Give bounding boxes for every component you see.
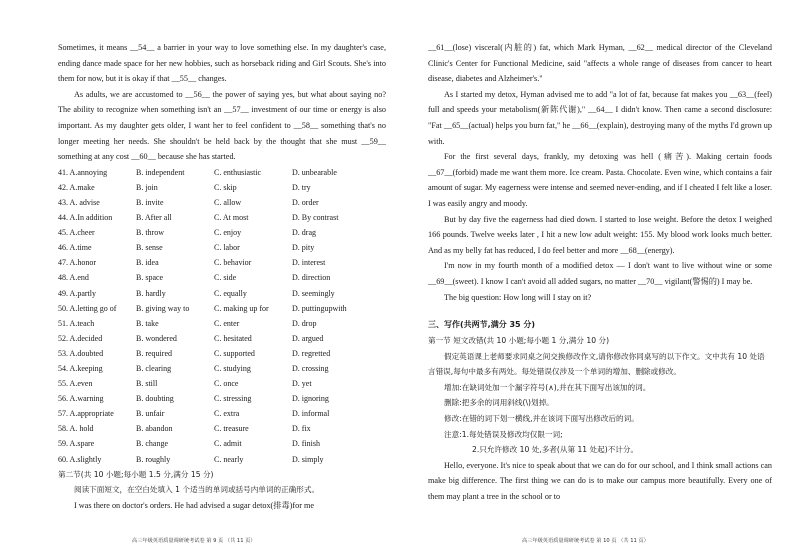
page-footer: 高三年级英语质量调研统考试卷 第 9 页 （共 11 页） (132, 538, 256, 544)
option-cell: C. once (214, 379, 239, 389)
option-cell: B. idea (136, 258, 159, 268)
option-cell: C. equally (214, 288, 247, 298)
option-cell: D. crossing (292, 364, 329, 374)
essay-text: Hello, everyone. It's nice to speak about that we can do for our school, and I think small actions can make big difference. The first thing we can do is to make our campus more beautifully. Every one of them may plant a tree in the school or to (428, 460, 772, 502)
option-row (58, 361, 362, 376)
option-cell: B. change (136, 439, 168, 449)
option-row (58, 331, 362, 346)
option-cell: B. wondered (136, 333, 177, 343)
right-paragraph-4: But by day five the eagerness had died down. I started to lose weight. Before the detox I weighed 166 pounds. Twelve weeks later , I hit a new low adult weight: 155. My blood work looks much better. And as my belly fat has reduced, I do feel better and more __68__(energy). (428, 214, 772, 255)
option-cell: 55. A.even (58, 379, 93, 389)
option-row (58, 240, 362, 255)
option-cell: 50. A.letting go of (58, 303, 117, 313)
option-cell: D. informal (292, 409, 330, 419)
option-row (58, 195, 362, 210)
option-row (58, 255, 362, 270)
option-cell: B. After all (136, 213, 172, 223)
note-2: 2.只允许修改 10 处,多者(从第 11 处起)不计分。 (472, 445, 639, 455)
option-cell: C. At most (214, 213, 249, 223)
writing-section-title: 三、写作(共两节,满分 35 分) (428, 320, 536, 330)
option-cell: B. sense (136, 243, 163, 253)
option-cell: B. join (136, 182, 158, 192)
option-cell: D. pity (292, 243, 315, 253)
left-paragraph-1: Sometimes, it means __54__ a barrier in your way to love something else. In my daughter's case, ending dance made space for her new hobbies, such as horseback riding and Girl Scouts. She's into them for now, but it is okay if that __55__ changes. (58, 43, 386, 84)
option-cell: C. studying (214, 364, 251, 374)
option-cell: 53. A.doubted (58, 348, 104, 358)
option-cell: D. order (292, 197, 319, 207)
option-cell: 59. A.spare (58, 439, 95, 449)
option-row (58, 301, 362, 316)
option-cell: B. clearing (136, 364, 172, 374)
option-row (58, 316, 362, 331)
option-cell: B. roughly (136, 454, 171, 464)
option-cell: D. interest (292, 258, 326, 268)
option-cell: 45. A.cheer (58, 228, 95, 238)
left-paragraph-2: As adults, we are accustomed to __56__ the power of saying yes, but what about saying no? The ability to recognize when something isn't an __57__ investment of our time or energy is also important. As my daughter gets older, I want her to feel confident to __58__ something that's no longer meeting her needs. She shouldn't be held back by the thought that she must __59__ something at any cost __60__ because she has started. (58, 89, 386, 162)
option-row (58, 406, 362, 421)
option-cell: D. drag (292, 228, 316, 238)
option-cell: C. enthusiastic (214, 167, 262, 177)
right-page (400, 0, 800, 547)
option-cell: D. regretted (292, 348, 331, 358)
options-table (58, 165, 362, 467)
option-cell: D. fix (292, 424, 311, 434)
option-cell: 44. A.In addition (58, 213, 113, 223)
option-cell: 47. A.honor (58, 258, 96, 268)
option-cell: B. still (136, 379, 158, 389)
option-cell: B. independent (136, 167, 185, 177)
option-cell: D. simply (292, 454, 324, 464)
option-cell: D. drop (292, 318, 317, 328)
option-cell: D. yet (292, 379, 312, 389)
option-cell: 52. A.decided (58, 333, 103, 343)
option-cell: B. unfair (136, 409, 165, 419)
option-cell: 54. A.keeping (58, 364, 103, 374)
option-cell: C. skip (214, 182, 237, 192)
option-cell: 48. A.end (58, 273, 89, 283)
option-cell: C. allow (214, 197, 242, 207)
option-cell: C. labor (214, 243, 240, 253)
option-cell: C. extra (214, 409, 240, 419)
option-cell: D. direction (292, 273, 331, 283)
option-row (58, 270, 362, 285)
option-cell: B. abandon (136, 424, 173, 434)
option-cell: D. puttingupwith (292, 303, 347, 313)
option-cell: C. nearly (214, 454, 244, 464)
delete-rule: 删除:把多余的词用斜线(\)划掉。 (444, 398, 554, 408)
writing-subsection-title: 第一节 短文改错(共 10 小题;每小题 1 分,满分 10 分) (428, 336, 610, 346)
option-cell: D. try (292, 182, 311, 192)
right-paragraph-5: I'm now in my fourth month of a modified detox — I don't want to live without wine or some __69__(sweet). I know I can't avoid all added sugars, no matter __70__ vigilant(警惕的) I may be. (428, 261, 772, 286)
option-cell: 57. A.appropriate (58, 409, 114, 419)
option-cell: B. throw (136, 228, 164, 238)
option-cell: 49. A.partly (58, 288, 96, 298)
option-cell: D. ignoring (292, 394, 329, 404)
option-cell: C. treasure (214, 424, 249, 434)
option-cell: B. required (136, 348, 172, 358)
right-paragraph-2: As I started my detox, Hyman advised me to add "a lot of fat, because fat makes you __63__(feel) full and speeds your metabolism(新陈代谢)," __64__ I didn't know. Then came a second disclosure: "Fat __65__(actual) helps you burn fat," he __66__(explain), destroying many of the myths I'd grown up with. (428, 89, 772, 146)
option-row (58, 391, 362, 406)
option-row (58, 436, 362, 451)
section-2-title: 第二节(共 10 小题;每小题 1.5 分,满分 15 分) (58, 469, 214, 479)
option-cell: 60. A.slightly (58, 454, 102, 464)
option-cell: 51. A.teach (58, 318, 95, 328)
option-cell: D. By contrast (292, 213, 339, 223)
option-cell: B. giving way to (136, 303, 190, 313)
option-cell: B. hardly (136, 288, 166, 298)
option-cell: C. supported (214, 348, 255, 358)
option-cell: 42. A.make (58, 182, 95, 192)
option-cell: C. side (214, 273, 237, 283)
option-cell: B. take (136, 318, 159, 328)
option-cell: 46. A.time (58, 243, 92, 253)
writing-instructions: 假定英语课上老师要求同桌之间交换修改作文,请你修改你同桌写的以下作文。文中共有 10 处语言错误,每句中最多有两处。每处错误仅涉及一个单词的增加、删除或修改。 (428, 351, 765, 377)
option-cell: C. stressing (214, 394, 252, 404)
option-cell: C. making up for (214, 303, 269, 313)
option-cell: 56. A.warning (58, 394, 104, 404)
option-cell: B. invite (136, 197, 164, 207)
option-row (58, 421, 362, 436)
option-row (58, 225, 362, 240)
option-cell: B. space (136, 273, 164, 283)
option-cell: C. enter (214, 318, 240, 328)
option-row (58, 346, 362, 361)
option-row (58, 180, 362, 195)
option-cell: D. unbearable (292, 167, 337, 177)
option-cell: C. hesitated (214, 333, 252, 343)
option-cell: 58. A. hold (58, 424, 94, 434)
right-paragraph-1: __61__(lose) visceral(内脏的) fat, which Mark Hyman, __62__ medical director of the Cleveland Clinic's Center for Functional Medicine, said "affects a whole range of diseases from cancer to heart disease, diabetes and Alzheimer's." (428, 43, 772, 84)
page-footer: 高三年级英语质量调研统考试卷 第 10 页 （共 11 页） (522, 538, 649, 544)
option-cell: D. argued (292, 333, 324, 343)
modify-rule: 修改:在错的词下划一横线,并在该词下面写出修改后的词。 (444, 414, 639, 424)
insert-rule: 增加:在缺词处加一个漏字符号(∧),并在其下面写出该加的词。 (444, 382, 651, 392)
option-row (58, 165, 362, 180)
option-cell: C. enjoy (214, 228, 242, 238)
option-cell: 41. A.annoying (58, 167, 108, 177)
option-cell: B. doubting (136, 394, 174, 404)
option-row (58, 286, 362, 301)
passage-start: I was there on doctor's orders. He had advised a sugar detox(排毒)for me (74, 500, 314, 510)
option-cell: D. seemingly (292, 288, 335, 298)
note-1: 注意:1.每处错误及修改均仅限一词; (444, 429, 563, 439)
option-cell: D. finish (292, 439, 320, 449)
option-row (58, 376, 362, 391)
section-2-instructions: 阅读下面短文，在空白处填入 1 个适当的单词或括号内单词的正确形式。 (74, 485, 320, 495)
option-cell: 43. A. advise (58, 197, 100, 207)
option-cell: C. behavior (214, 258, 252, 268)
option-row (58, 210, 362, 225)
right-paragraph-3: For the first several days, frankly, my detoxing was hell (痛苦). Making certain foods __67__(forbid) made me want them more. Ice cream. Pasta. Chocolate. Even wine, which contains a fair amount of sugar. My eagerness were intense and seemed never-ending, and if I cheated I felt like a loser. I was easily angry and moody. (428, 152, 772, 208)
right-paragraph-6: The big question: How long will I stay on it? (444, 292, 592, 302)
option-row (58, 452, 362, 467)
option-cell: C. admit (214, 439, 242, 449)
